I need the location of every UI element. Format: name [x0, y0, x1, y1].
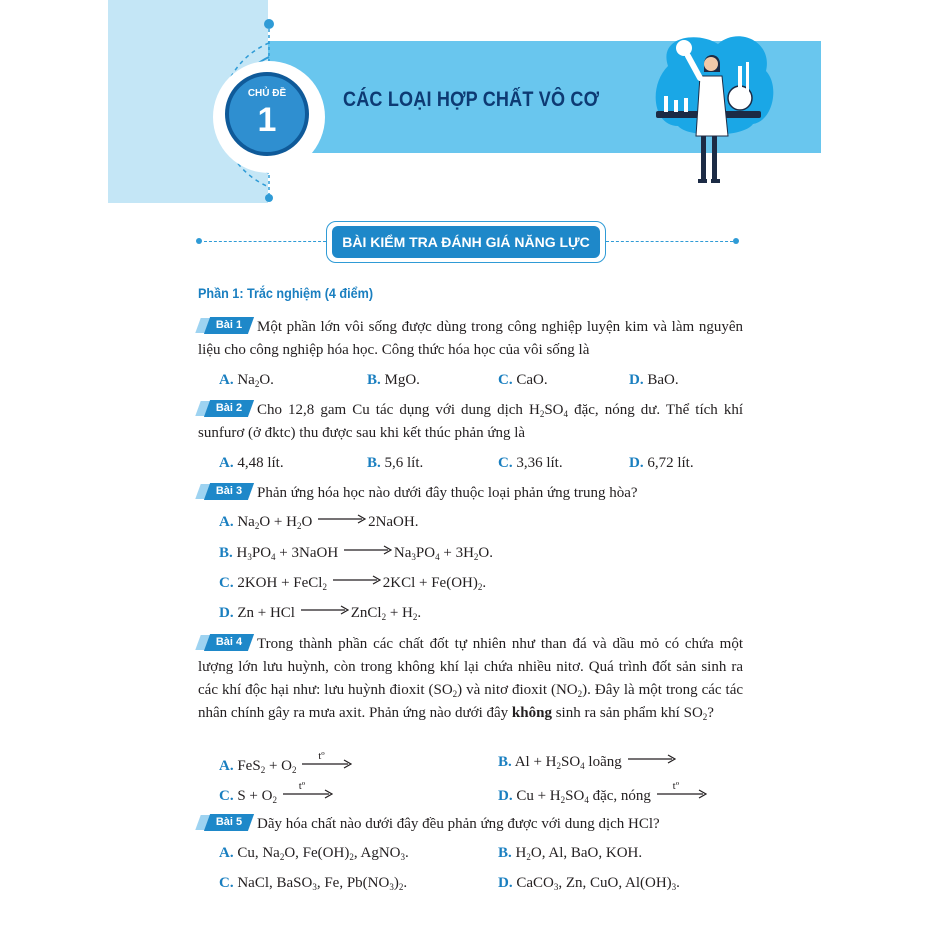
question-label: Bài 1 [198, 317, 253, 334]
q4-option-b: B. $Al + H_2SO_4$ loãng [498, 752, 678, 772]
q2-option-a: A. 4,48 lít. [219, 455, 284, 471]
q5-option-a: A. Cu, $Na_2O$, $Fe(OH)_2$, AgNO$_3$. [219, 845, 409, 862]
arrow-icon [318, 513, 366, 525]
section-title: BÀI KIỂM TRA ĐÁNH GIÁ NĂNG LỰC [332, 226, 600, 258]
arrow-icon [628, 753, 676, 765]
q1-option-c: C. CaO. [498, 372, 548, 388]
question-text: Phản ứng hóa học nào dưới đây thuộc loại phản ứng trung hòa? [257, 485, 638, 501]
arrow-icon [301, 604, 349, 616]
arrow-icon [333, 574, 381, 586]
topic-number: 1 [257, 101, 277, 139]
q3-option-a: A. $Na_2O + H_2O$ 2NaOH. [219, 514, 419, 531]
question-1 [198, 316, 743, 362]
q2-option-d: D. 6,72 lít. [629, 455, 694, 471]
question-4: Bài 4 Trong thành phần các chất đốt tự nhiên như than đá và dầu mỏ có chứa một lượng lớn lưu huỳnh, còn trong không khí lại chứa nhiều nitơ. Quá trình đốt sản sinh ra các khí độc hại như: lưu huỳnh đioxit $(SO_2)$ và nitơ đioxit $(NO_2)$. Đây là một trong các tác nhân chính gây ra mưa axit. Phản ứng nào dưới đây không sinh ra sản phẩm khí $SO_2$? [198, 633, 743, 725]
q5-option-d: D. CaCO$_3$, Zn, CuO, $Al(OH)_3$. [498, 875, 680, 892]
topic-label: CHỦ ĐỀ [247, 88, 287, 99]
q1-option-d: D. BaO. [629, 372, 679, 388]
q4-option-a: A. $FeS_2 + O_2$ tº [219, 752, 354, 776]
emphasis-word: không [511, 705, 552, 721]
q4-option-c: C. $S + O_2$ tº [219, 782, 335, 806]
part1-title: Phần 1: Trắc nghiệm (4 điểm) [198, 285, 374, 301]
banner-dot-left [196, 238, 202, 244]
question-label: Bài 4 [198, 634, 253, 651]
q3-option-d: D. Zn + HCl ZnCl$_2$ + $H_2$. [219, 605, 422, 622]
question-3 [198, 482, 743, 505]
q5-option-b: B. $H_2O$, Al, BaO, KOH. [498, 845, 643, 862]
question-2: Bài 2 Cho 12,8 gam Cu tác dụng với dung dịch $H_2SO_4$ đặc, nóng dư. Thể tích khí sunfurơ (ở đktc) thu được sau khi kết thúc phản ứng là [198, 399, 743, 445]
question-label: Bài 3 [198, 483, 253, 500]
q1-option-b: B. MgO. [367, 372, 420, 388]
question-text: Một phần lớn vôi sống được dùng trong công nghiệp luyện kim và làm nguyên liệu cho công nghiệp hóa học. Công thức hóa học của vôi sống là [198, 319, 743, 358]
banner-line-left [204, 241, 326, 242]
banner-line-right [606, 241, 733, 242]
question-text: Dãy hóa chất nào dưới đây đều phản ứng được với dung dịch HCl? [257, 816, 660, 832]
topic-title: CÁC LOẠI HỢP CHẤT VÔ CƠ [343, 88, 600, 111]
topic-badge [225, 72, 309, 156]
q2-option-c: C. 3,36 lít. [498, 455, 563, 471]
heat-arrow-icon: tº [657, 782, 707, 802]
q5-option-c: C. NaCl, BaSO$_3$, Fe, $Pb(NO_3)_2$. [219, 875, 408, 892]
heat-arrow-icon: tº [283, 782, 333, 802]
q4-option-d: D. $Cu + H_2SO_4$ đặc, nóng tº [498, 782, 709, 806]
q2-option-b: B. 5,6 lít. [367, 455, 424, 471]
arrow-icon [344, 544, 392, 556]
question-label: Bài 5 [198, 814, 253, 831]
heat-arrow-icon: tº [302, 752, 352, 772]
q1-option-a: A. $Na_2O$. [219, 372, 274, 389]
scientist-illustration [648, 26, 778, 191]
question-label: Bài 2 [198, 400, 253, 417]
question-5 [198, 813, 743, 836]
q3-option-b: B. $H_3PO_4$ + 3NaOH $Na_3PO_4 + 3H_2O$. [219, 545, 493, 562]
banner-dot-right [733, 238, 739, 244]
q3-option-c: C. 2KOH + FeCl$_2$ $2KCl + Fe(OH)_2$. [219, 575, 487, 592]
